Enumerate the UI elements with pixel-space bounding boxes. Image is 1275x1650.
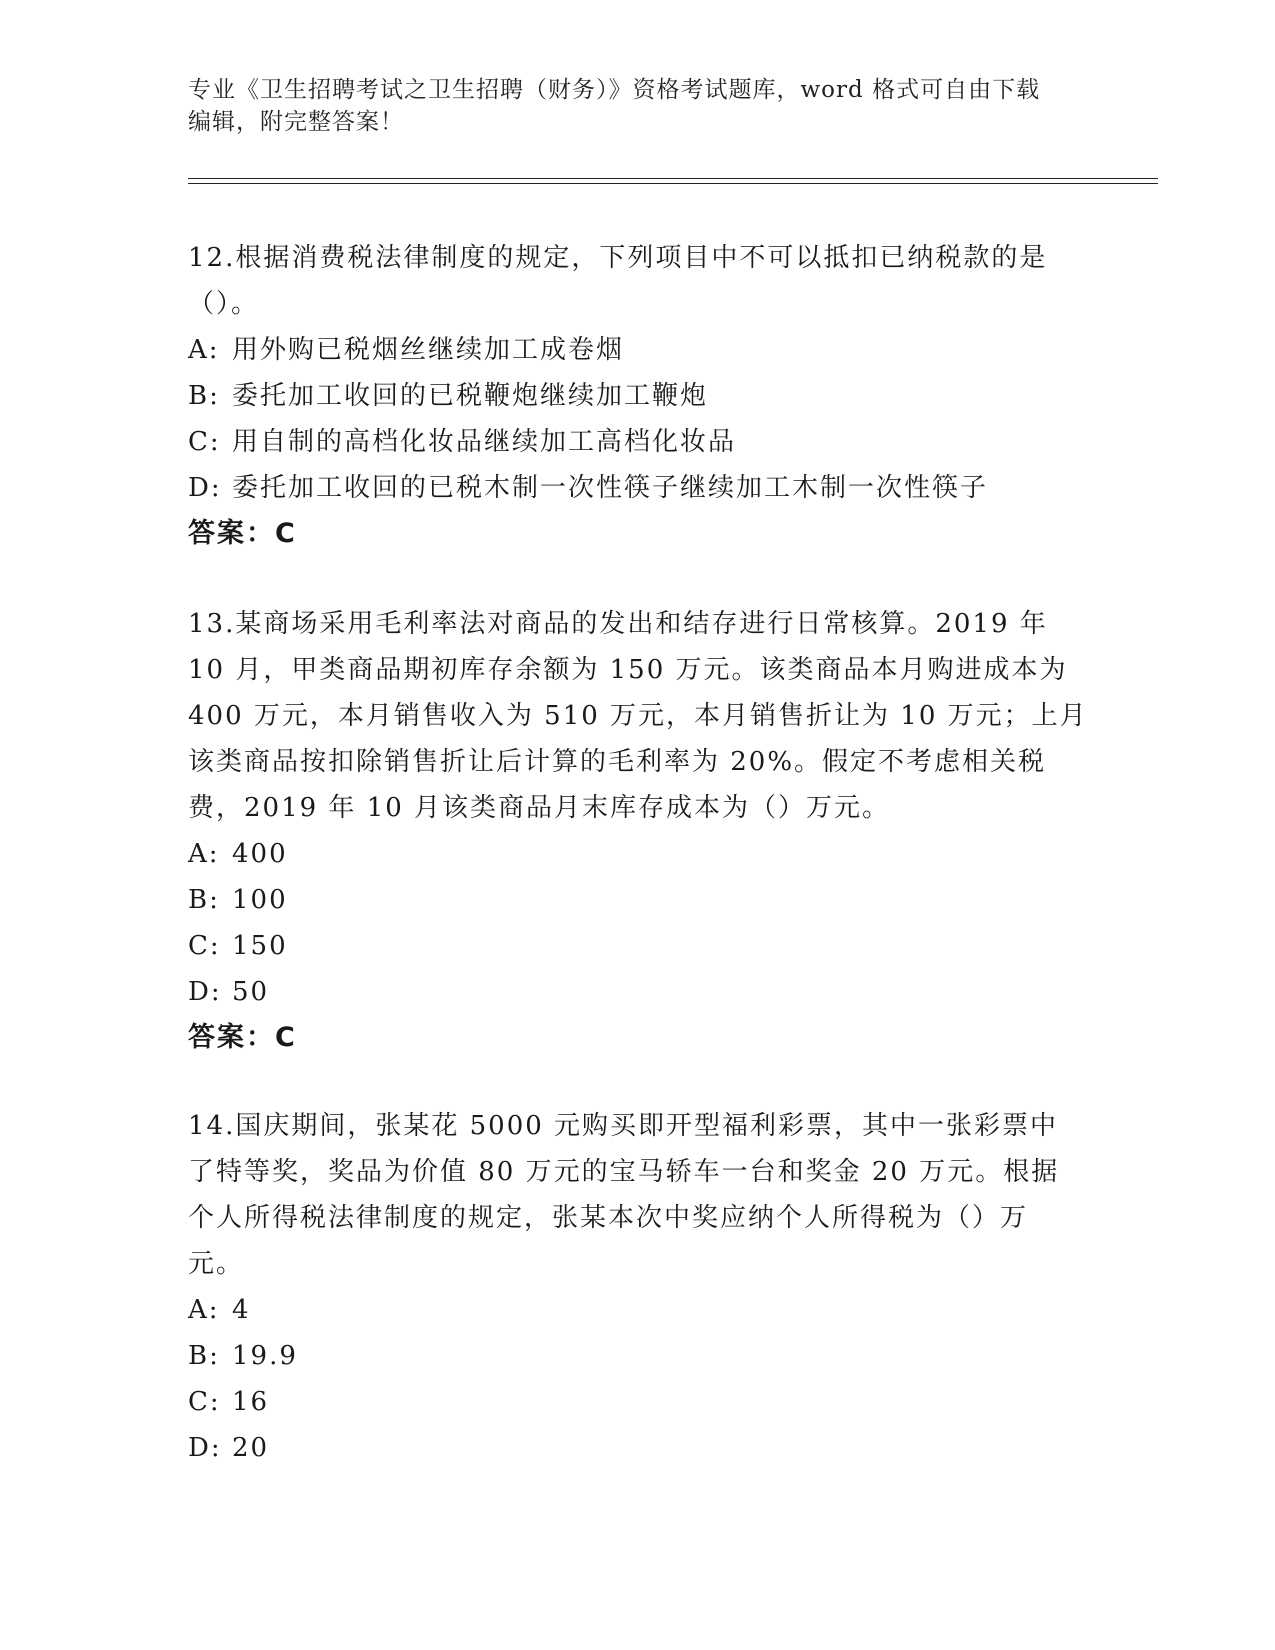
option-text: 委托加工收回的已税鞭炮继续加工鞭炮 — [232, 381, 709, 411]
option-text: 150 — [232, 931, 288, 961]
question-stem — [188, 235, 1088, 327]
option-text: 16 — [232, 1387, 270, 1417]
option-c — [188, 419, 1088, 465]
option-text: 100 — [232, 885, 288, 915]
option-key: C: — [188, 931, 221, 961]
option-list — [188, 327, 1088, 511]
question-line: 400 万元，本月销售收入为 510 万元，本月销售折让为 10 万元；上月 — [188, 701, 1088, 731]
question-line: 了特等奖，奖品为价值 80 万元的宝马轿车一台和奖金 20 万元。根据 — [188, 1157, 1060, 1187]
header-line: 编辑，附完整答案！ — [188, 109, 404, 135]
option-c — [188, 1379, 1088, 1425]
option-b — [188, 373, 1088, 419]
option-key: C: — [188, 427, 221, 457]
question-line: 费，2019 年 10 月该类商品月末库存成本为（）万元。 — [188, 793, 891, 823]
question-line: 个人所得税法律制度的规定，张某本次中奖应纳个人所得税为（）万 — [188, 1203, 1029, 1233]
option-c — [188, 923, 1088, 969]
option-text: 400 — [232, 839, 288, 869]
question-line: 10 月，甲类商品期初库存余额为 150 万元。该类商品本月购进成本为 — [188, 655, 1068, 685]
question-12 — [188, 235, 1088, 557]
option-text: 4 — [232, 1295, 251, 1325]
option-text: 用自制的高档化妆品继续加工高档化妆品 — [232, 427, 737, 457]
header-divider-bottom — [188, 183, 1158, 184]
option-d — [188, 1425, 1088, 1471]
option-key: A: — [188, 335, 220, 365]
question-stem — [188, 601, 1088, 831]
option-a — [188, 831, 1088, 877]
option-key: B: — [188, 381, 220, 411]
option-key: A: — [188, 1295, 220, 1325]
option-key: D: — [188, 1433, 222, 1463]
option-key: D: — [188, 977, 222, 1007]
option-text: 50 — [232, 977, 270, 1007]
question-line: 该类商品按扣除销售折让后计算的毛利率为 20%。假定不考虑相关税 — [188, 747, 1047, 777]
header-line: 专业《卫生招聘考试之卫生招聘（财务）》资格考试题库，word 格式可自由下载 — [188, 77, 1041, 103]
question-line: 13.某商场采用毛利率法对商品的发出和结存进行日常核算。2019 年 — [188, 609, 1048, 639]
option-key: C: — [188, 1387, 221, 1417]
answer-label: 答案：C — [188, 518, 297, 549]
question-line: 元。 — [188, 1249, 245, 1279]
option-d — [188, 969, 1088, 1015]
question-14 — [188, 1103, 1088, 1471]
option-key: B: — [188, 885, 220, 915]
option-text: 委托加工收回的已税木制一次性筷子继续加工木制一次性筷子 — [232, 473, 989, 503]
question-line: 12.根据消费税法律制度的规定，下列项目中不可以抵扣已纳税款的是 — [188, 243, 1048, 273]
option-list — [188, 1287, 1088, 1471]
question-stem — [188, 1103, 1088, 1287]
option-text: 20 — [232, 1433, 270, 1463]
option-b — [188, 877, 1088, 923]
question-line: （）。 — [188, 289, 260, 319]
header-divider-top — [188, 178, 1158, 179]
question-line: 14.国庆期间，张某花 5000 元购买即开型福利彩票，其中一张彩票中 — [188, 1111, 1059, 1141]
option-key: D: — [188, 473, 222, 503]
option-d — [188, 465, 1088, 511]
option-a — [188, 327, 1088, 373]
option-key: A: — [188, 839, 220, 869]
option-text: 19.9 — [232, 1341, 298, 1371]
answer-label: 答案：C — [188, 1022, 297, 1053]
option-a — [188, 1287, 1088, 1333]
option-text: 用外购已税烟丝继续加工成卷烟 — [232, 335, 625, 365]
option-b — [188, 1333, 1088, 1379]
option-list — [188, 831, 1088, 1015]
option-key: B: — [188, 1341, 220, 1371]
document-header — [188, 74, 1088, 138]
question-13 — [188, 601, 1088, 1061]
